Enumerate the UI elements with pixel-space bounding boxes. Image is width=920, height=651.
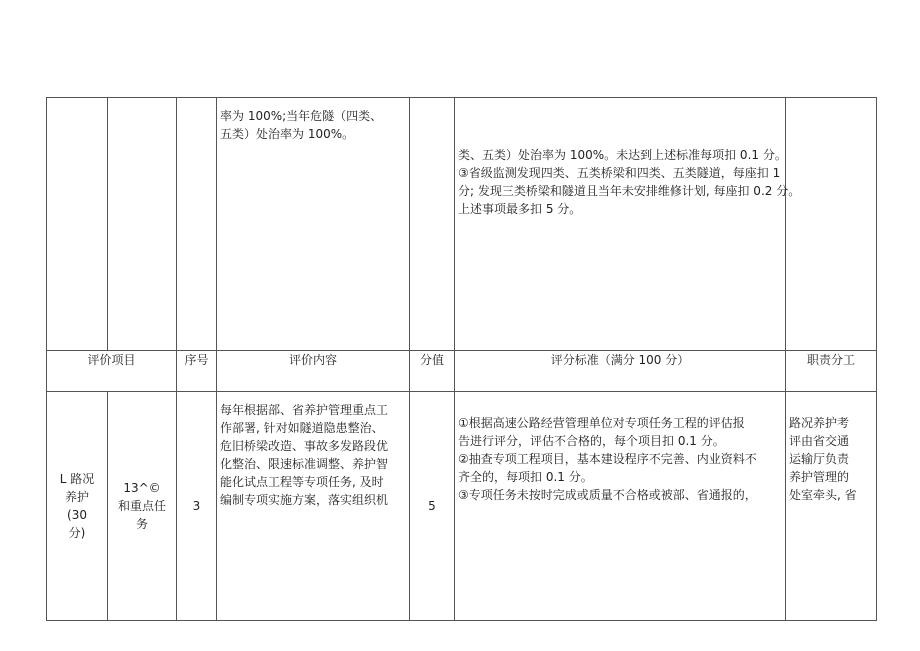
header-standard: 评分标准（满分 100 分） [455, 351, 786, 392]
text-line: 上述事项最多扣 5 分。 [458, 202, 582, 216]
text-line: 每年根据部、省养护管理重点工 [220, 403, 389, 417]
cont-score-cell [410, 98, 455, 351]
cont-sub-cell [108, 98, 177, 351]
text-line: 和重点任 [117, 499, 166, 513]
text-line: 告进行评分，评估不合格的，每个项目扣 0.1 分。 [458, 434, 725, 448]
text-line: (30 [67, 508, 87, 522]
evaluation-table [46, 97, 877, 621]
text-line: 能化试点工程等专项任务, 及时 [220, 475, 384, 489]
category-cell [47, 392, 108, 621]
score-cell: 5 [410, 392, 455, 621]
text-line: 齐全的，每项扣 0.1 分。 [458, 470, 593, 484]
continuation-row [47, 98, 877, 351]
standard-cell [455, 392, 786, 621]
duty-cell [786, 392, 877, 621]
header-score: 分值 [410, 351, 455, 392]
seq-cell: 3 [177, 392, 217, 621]
text-line: 危旧桥梁改造、事故多发路段优 [220, 439, 389, 453]
text-line: 作部署, 针对如隧道隐患整治、 [220, 421, 384, 435]
text-line: 编制专项实施方案，落实组织机 [220, 493, 389, 507]
cont-duty-cell [786, 98, 877, 351]
header-item: 评价项目 [47, 351, 177, 392]
text-line: 运输厅负责 [789, 452, 850, 466]
text-line: 化整治、限速标准调整、养护智 [220, 457, 389, 471]
text-line: 路况养护考 [789, 416, 850, 430]
text-line: 务 [135, 517, 148, 531]
text-line: 评由省交通 [789, 434, 850, 448]
text-line: 五类）处治率为 100%。 [220, 127, 355, 141]
text-line: 分) [68, 526, 86, 540]
header-duty: 职责分工 [786, 351, 877, 392]
text-line: 养护管理的 [789, 470, 850, 484]
content-cell [217, 392, 410, 621]
header-content: 评价内容 [217, 351, 410, 392]
header-seq: 序号 [177, 351, 217, 392]
cont-standard-cell [455, 98, 801, 351]
text-line: ③专项任务未按时完成或质量不合格或被部、省通报的， [458, 488, 757, 502]
text-line: 养护 [64, 490, 89, 504]
text-line: 13^© [123, 481, 161, 495]
text-line: ③省级监测发现四类、五类桥梁和四类、五类隧道，每座扣 1 [458, 166, 781, 180]
text-line: 类、五类）处治率为 100%。未达到上述标准每项扣 0.1 分。 [458, 148, 787, 162]
text-line: L 路况 [59, 472, 95, 486]
cont-item-cell [47, 98, 108, 351]
subcategory-cell [108, 392, 177, 621]
text-line: ②抽查专项工程项目，基本建设程序不完善、内业资料不 [458, 452, 757, 466]
cont-seq-cell [177, 98, 217, 351]
text-line: 处室牵头, 省 [789, 488, 857, 502]
table-row [47, 392, 877, 621]
text-line: ①根据高速公路经营管理单位对专项任务工程的评估报 [458, 416, 745, 430]
text-line: 分; 发现三类桥梁和隧道且当年未安排维修计划, 每座扣 0.2 分。 [458, 184, 801, 198]
header-row [47, 351, 877, 392]
text-line: 率为 100%;当年危隧（四类、 [220, 109, 383, 123]
cont-content-cell [217, 98, 410, 351]
